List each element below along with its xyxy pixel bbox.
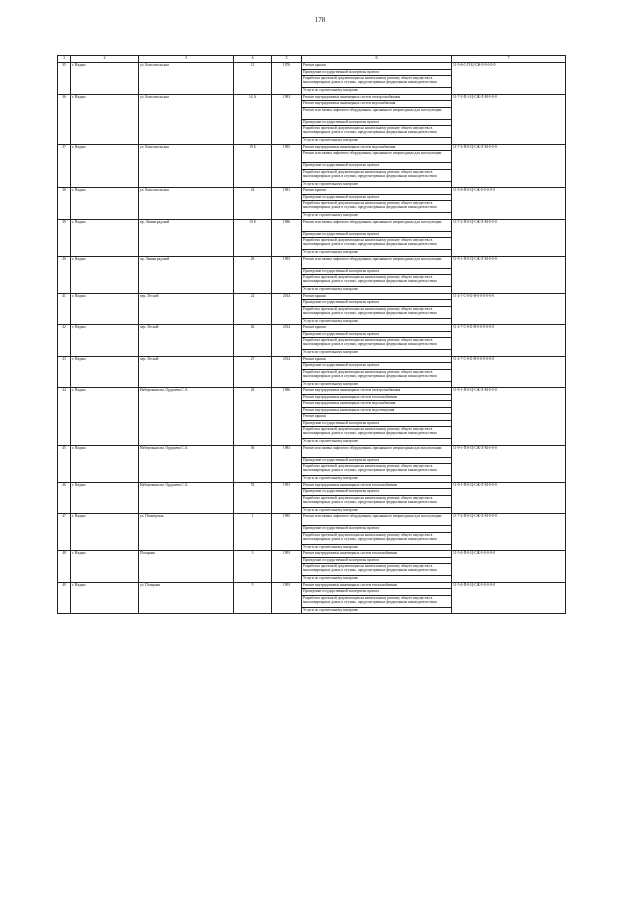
work-type-cell: Разработка проектной документации на капитальному ремонту общего имущества в многоквартирных домах в случаях, предусмотренных федеральным законодательством [302,532,452,544]
work-type-cell: Разработка проектной документации на капитальному ремонту общего имущества в многоквартирных домах в случаях, предусмотренных федеральным законодательством [302,495,452,507]
city-cell: г. Надым [71,94,139,144]
work-type-cell: Ремонт внутридомовых инженерных систем водоснабжения [302,401,452,408]
work-type-cell: Разработка проектной документации на капитальному ремонту общего имущества в многоквартирных домах в случаях, предусмотренных федеральным законодательством [302,201,452,213]
work-type-cell: Проведение государственной экспертизы проекта [302,119,452,126]
table-row [58,256,566,268]
work-type-cell: Услуги по строительному контролю [302,381,452,388]
work-type-cell: Услуги по строительному контролю [302,507,452,514]
street-cell: Полярная [139,551,234,583]
house-code-cell: 11-9-1-П-0-Ц-СЖ-Л-М-0-0-0 [452,388,566,446]
house-code-cell: 11-5-6-П-0-Ц-СЖ-0-0-0-0-0 [452,188,566,220]
year-cell: 1981 [272,188,302,220]
house-code-cell: 11-7-2-П-0-Ц-СЖ-Л-М-0-0-0 [452,219,566,256]
house-cell: 12 [234,63,272,95]
city-cell: г. Надым [71,551,139,583]
city-cell: г. Надым [71,388,139,446]
street-cell: ул. Пионерская [139,514,234,551]
house-code-cell: 11-2-7-С-0-Б-Н-0-0-0-0-0-0 [452,293,566,325]
work-type-cell: Ремонт крыши [302,325,452,332]
work-type-cell: Ремонт или замена лифтового оборудования, признанного непригодным для эксплуатации [302,151,452,163]
work-type-cell: Ремонт крыши [302,414,452,421]
row-number: 40 [58,256,71,293]
house-cell: 53 [234,482,272,514]
house-cell: 24 [234,188,272,220]
work-type-cell: Услуги по строительному контролю [302,287,452,294]
house-cell: 28 [234,256,272,293]
work-type-cell: Разработка проектной документации на капитальному ремонту общего имущества в многоквартирных домах в случаях, предусмотренных федеральным законодательством [302,369,452,381]
work-type-cell: Разработка проектной документации на капитальному ремонту общего имущества в многоквартирных домах в случаях, предусмотренных федеральным законодательством [302,126,452,138]
work-type-cell: Разработка проектной документации на капитальному ремонту общего имущества в многоквартирных домах в случаях, предусмотренных федеральным законодательством [302,595,452,607]
house-code-cell: 11-9-1-П-0-Ц-СЖ-Л-М-0-0-0 [452,482,566,514]
row-number: 44 [58,388,71,446]
page-number: 178 [314,16,326,24]
year-cell: 1983 [272,94,302,144]
city-cell: г. Надым [71,325,139,357]
row-number: 43 [58,356,71,388]
work-type-cell: Ремонт внутридомовых инженерных систем теплоснабжения [302,582,452,589]
column-header: 7 [452,56,566,63]
year-cell: 1986 [272,388,302,446]
house-cell: 10 Е [234,219,272,256]
work-type-cell: Проведение государственной экспертизы проекта [302,526,452,533]
year-cell: 1985 [272,144,302,188]
work-type-cell: Проведение государственной экспертизы проекта [302,331,452,338]
house-code-cell: 11-5-4-П-0-Ц-СЖ-0-0-0-0-0 [452,551,566,583]
work-type-cell: Разработка проектной документации на капитальному ремонту общего имущества в многоквартирных домах в случаях, предусмотренных федеральным законодательством [302,564,452,576]
year-cell: 1976 [272,63,302,95]
street-cell: пер. Лесной [139,356,234,388]
row-number: 46 [58,482,71,514]
work-type-cell: Услуги по строительному контролю [302,576,452,583]
house-cell: 22 [234,293,272,325]
work-type-cell: Ремонт внутридомовых инженерных систем электроснабжения [302,388,452,395]
year-cell: 1993 [272,582,302,614]
column-header: 6 [302,56,452,63]
column-header: 2 [71,56,139,63]
street-cell: ул. Комсомольская [139,63,234,95]
house-code-cell: 11-7-2-П-1-Ц-СЖ-Л-М-0-0-0 [452,94,566,144]
street-cell: ул. Комсомольская [139,188,234,220]
house-code-cell: 11-5-6-С-П-Ц-СЖ-0-0-0-0-0 [452,63,566,95]
work-type-cell: Ремонт внутридомовых инженерных систем теплоснабжения [302,551,452,558]
street-cell: ул. Комсомольская [139,144,234,188]
house-cell: 3 [234,551,272,583]
year-cell: 1983 [272,256,302,293]
work-type-cell: Проведение государственной экспертизы проекта [302,69,452,76]
street-cell: Набережная им. Оруджева С.А. [139,482,234,514]
year-cell: 1986 [272,219,302,256]
house-cell: 36 [234,445,272,482]
house-cell: 5 [234,582,272,614]
work-type-cell: Ремонт или замена лифтового оборудования, признанного непригодным для эксплуатации [302,219,452,231]
city-cell: г. Надым [71,293,139,325]
work-type-cell: Проведение государственной экспертизы проекта [302,457,452,464]
work-type-cell: Разработка проектной документации на капитальному ремонту общего имущества в многоквартирных домах в случаях, предусмотренных федеральным законодательством [302,338,452,350]
table-row [58,219,566,231]
header-row [58,56,566,63]
work-type-cell: Ремонт внутридомовых инженерных систем водоотведения [302,407,452,414]
work-type-cell: Разработка проектной документации на капитальному ремонту общего имущества в многоквартирных домах в случаях, предусмотренных федеральным законодательством [302,76,452,88]
work-type-cell: Проведение государственной экспертизы проекта [302,163,452,170]
row-number: 35 [58,63,71,95]
work-type-cell: Ремонт внутридомовых инженерных систем теплоснабжения [302,394,452,401]
work-type-cell: Разработка проектной документации на капитальному ремонту общего имущества в многоквартирных домах в случаях, предусмотренных федеральным законодательством [302,427,452,439]
work-type-cell: Услуги по строительному контролю [302,350,452,357]
work-type-cell: Разработка проектной документации на капитальному ремонту общего имущества в многоквартирных домах в случаях, предусмотренных федеральным законодательством [302,464,452,476]
work-type-cell: Проведение государственной экспертизы проекта [302,268,452,275]
work-type-cell: Ремонт или замена лифтового оборудования, признанного непригодным для эксплуатации [302,514,452,526]
row-number: 36 [58,94,71,144]
row-number: 47 [58,514,71,551]
house-code-cell: 11-2-7-С-0-Б-Н-0-0-0-0-0-0 [452,356,566,388]
year-cell: 1993 [272,551,302,583]
street-cell: пр. Ленинградский [139,256,234,293]
work-type-cell: Ремонт крыши [302,188,452,195]
street-cell: пер. Лесной [139,325,234,357]
row-number: 48 [58,551,71,583]
year-cell: 1985 [272,514,302,551]
street-cell: пр. Ленинградский [139,219,234,256]
column-header: 5 [272,56,302,63]
work-type-cell: Разработка проектной документации на капитальному ремонту общего имущества в многоквартирных домах в случаях, предусмотренных федеральным законодательством [302,238,452,250]
work-type-cell: Услуги по строительному контролю [302,181,452,188]
work-type-cell: Услуги по строительному контролю [302,544,452,551]
work-type-cell: Проведение государственной экспертизы проекта [302,231,452,238]
work-type-cell: Проведение государственной экспертизы проекта [302,194,452,201]
work-type-cell: Ремонт крыши [302,356,452,363]
year-cell: 2014 [272,293,302,325]
city-cell: г. Надым [71,582,139,614]
year-cell: 1991 [272,482,302,514]
row-number: 39 [58,219,71,256]
house-cell: 14 А [234,94,272,144]
city-cell: г. Надым [71,514,139,551]
work-type-cell: Разработка проектной документации на капитальному ремонту общего имущества в многоквартирных домах в случаях, предусмотренных федеральным законодательством [302,169,452,181]
work-type-cell: Разработка проектной документации на капитальному ремонту общего имущества в многоквартирных домах в случаях, предусмотренных федеральным законодательством [302,275,452,287]
street-cell: Набережная им. Оруджева С.А. [139,445,234,482]
house-cell: 1 [234,514,272,551]
city-cell: г. Надым [71,256,139,293]
year-cell: 1983 [272,445,302,482]
street-cell: ул. Полярная [139,582,234,614]
row-number: 49 [58,582,71,614]
house-code-cell: 11-7-2-П-0-Ц-СЖ-Л-М-0-0-0 [452,514,566,551]
work-type-cell: Ремонт или замена лифтового оборудования, признанного непригодным для эксплуатации [302,256,452,268]
work-type-cell: Ремонт внутридомовых инженерных систем водоснабжения [302,144,452,151]
row-number: 42 [58,325,71,357]
row-number: 41 [58,293,71,325]
work-type-cell: Разработка проектной документации на капитальному ремонту общего имущества в многоквартирных домах в случаях, предусмотренных федеральным законодательством [302,306,452,318]
city-cell: г. Надым [71,144,139,188]
work-type-cell: Ремонт крыши [302,293,452,300]
work-type-cell: Услуги по строительному контролю [302,88,452,95]
city-cell: г. Надым [71,445,139,482]
work-type-cell: Ремонт или замена лифтового оборудования, признанного непригодным для эксплуатации [302,445,452,457]
house-code-cell: 11-9-1-П-0-Ц-СЖ-Л-М-0-0-0 [452,256,566,293]
city-cell: г. Надым [71,63,139,95]
house-cell: 26 [234,325,272,357]
work-type-cell: Услуги по строительному контролю [302,607,452,614]
work-type-cell: Услуги по строительному контролю [302,476,452,483]
house-code-cell: 11-9-1-П-0-Ц-СЖ-Л-М-0-0-0 [452,445,566,482]
street-cell: Набережная им. Оруджева С.А. [139,388,234,446]
year-cell: 2014 [272,356,302,388]
house-cell: 27 [234,356,272,388]
work-type-cell: Ремонт внутридомовых инженерных систем теплоснабжения [302,482,452,489]
work-type-cell: Услуги по строительному контролю [302,138,452,145]
column-header: 1 [58,56,71,63]
work-type-cell: Проведение государственной экспертизы проекта [302,557,452,564]
city-cell: г. Надым [71,188,139,220]
table-row [58,445,566,457]
housing-register-table [57,55,566,614]
work-type-cell: Ремонт внутридомовых инженерных систем водоснабжения [302,101,452,108]
work-type-cell: Услуги по строительному контролю [302,250,452,257]
house-code-cell: 11-7-2-П-0-Ц-СЖ-Л-М-0-0-0 [452,144,566,188]
year-cell: 2014 [272,325,302,357]
house-code-cell: 11-5-4-П-0-Ц-СЖ-0-0-0-0-0 [452,582,566,614]
work-type-cell: Проведение государственной экспертизы проекта [302,420,452,427]
row-number: 38 [58,188,71,220]
work-type-cell: Услуги по строительному контролю [302,439,452,446]
work-type-cell: Проведение государственной экспертизы проекта [302,300,452,307]
work-type-cell: Услуги по строительному контролю [302,213,452,220]
column-header: 3 [139,56,234,63]
work-type-cell: Проведение государственной экспертизы проекта [302,589,452,596]
column-header: 4 [234,56,272,63]
work-type-cell: Ремонт или замена лифтового оборудования, признанного непригодным для эксплуатации [302,107,452,119]
row-number: 45 [58,445,71,482]
house-cell: 28 [234,388,272,446]
work-type-cell: Ремонт внутридомовых инженерных систем электроснабжения [302,94,452,101]
street-cell: ул. Комсомольская [139,94,234,144]
work-type-cell: Проведение государственной экспертизы проекта [302,363,452,370]
city-cell: г. Надым [71,219,139,256]
house-cell: 19 Б [234,144,272,188]
row-number: 37 [58,144,71,188]
city-cell: г. Надым [71,482,139,514]
street-cell: пер. Лесной [139,293,234,325]
work-type-cell: Ремонт крыши [302,63,452,70]
table-row [58,514,566,526]
city-cell: г. Надым [71,356,139,388]
work-type-cell: Проведение государственной экспертизы проекта [302,489,452,496]
house-code-cell: 11-2-7-С-0-Б-Н-0-0-0-0-0-0 [452,325,566,357]
work-type-cell: Услуги по строительному контролю [302,318,452,325]
